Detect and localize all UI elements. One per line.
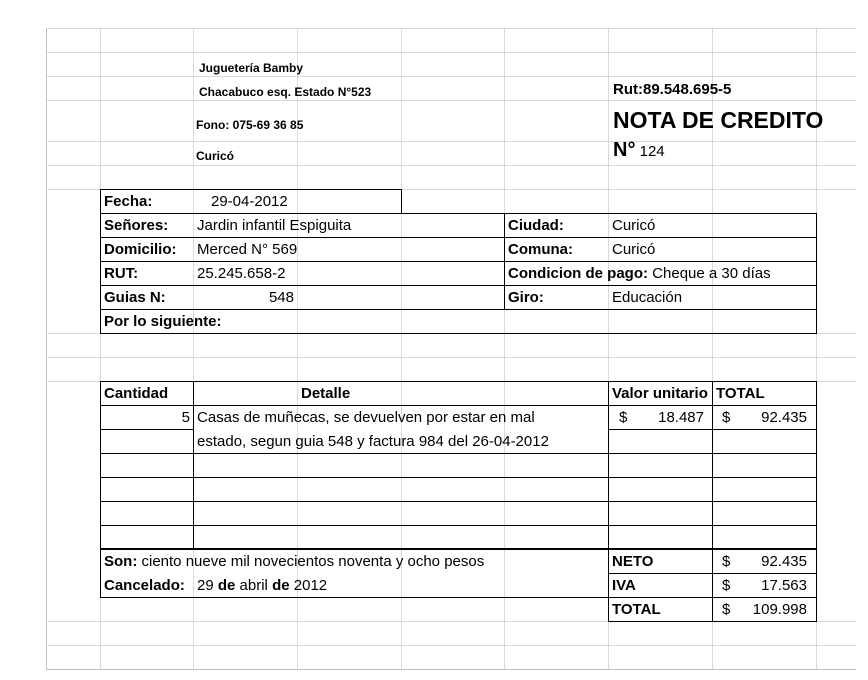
company-address: Chacabuco esq. Estado N°523 xyxy=(199,85,372,99)
guias-value: 548 xyxy=(268,289,294,306)
neto-symbol: $ xyxy=(722,553,731,570)
row1-total-symbol: $ xyxy=(722,409,731,426)
document-number xyxy=(613,141,665,161)
cancelado-year: 2012 xyxy=(293,577,328,594)
senores-value: Jardin infantil Espiguita xyxy=(197,217,352,234)
fecha-label: Fecha: xyxy=(104,193,153,210)
company-phone: Fono: 075-69 36 85 xyxy=(196,118,304,132)
son-value: ciento nueve mil novecientos noventa y ocho pesos xyxy=(141,553,485,570)
cancelado-day: 29 xyxy=(197,577,214,594)
fecha-value: 29-04-2012 xyxy=(211,193,288,210)
giro-label: Giro: xyxy=(508,289,544,306)
son-label: Son: xyxy=(104,553,138,570)
domicilio-label: Domicilio: xyxy=(104,241,177,258)
comuna-label: Comuna: xyxy=(508,241,573,258)
header-detalle: Detalle xyxy=(301,385,351,402)
company-rut: Rut:89.548.695-5 xyxy=(613,81,732,98)
cancelado-de2: de xyxy=(272,577,290,594)
row1-cantidad: 5 xyxy=(181,409,190,426)
row2-detalle: estado, segun guia 548 y factura 984 del 26-04-2012 xyxy=(197,433,549,450)
total-label: TOTAL xyxy=(612,601,661,618)
neto-value: 92.435 xyxy=(761,553,807,570)
son-row xyxy=(104,553,484,571)
rut-label: RUT: xyxy=(104,265,139,282)
cancelado-value xyxy=(197,577,327,595)
condicion-label: Condicion de pago: xyxy=(508,265,648,282)
condicion-value: Cheque a 30 días xyxy=(652,265,771,282)
total-value: 109.998 xyxy=(752,601,807,618)
items-table xyxy=(100,381,817,549)
header-valor-unitario: Valor unitario xyxy=(612,385,708,402)
cancelado-month: abril xyxy=(239,577,268,594)
document-number-value: 124 xyxy=(639,143,665,160)
company-name: Juguetería Bamby xyxy=(199,61,304,75)
domicilio-value: Merced N° 569 xyxy=(197,241,298,258)
header-total: TOTAL xyxy=(716,385,765,402)
senores-label: Señores: xyxy=(104,217,169,234)
neto-label: NETO xyxy=(612,553,654,570)
total-symbol: $ xyxy=(722,601,731,618)
document-title: NOTA DE CREDITO xyxy=(613,107,824,133)
row1-valor-symbol: $ xyxy=(619,409,628,426)
giro-value: Educación xyxy=(612,289,683,306)
ciudad-value: Curicó xyxy=(612,217,656,234)
document-number-label: N° xyxy=(613,139,636,161)
row1-valor: 18.487 xyxy=(658,409,704,426)
cancelado-de1: de xyxy=(217,577,236,594)
row1-total: 92.435 xyxy=(761,409,807,426)
guias-label: Guias N: xyxy=(104,289,166,306)
ciudad-label: Ciudad: xyxy=(508,217,564,234)
cancelado-label: Cancelado: xyxy=(104,577,185,594)
header-cantidad: Cantidad xyxy=(104,385,169,402)
iva-symbol: $ xyxy=(722,577,731,594)
iva-value: 17.563 xyxy=(761,577,807,594)
condicion-row xyxy=(508,265,771,283)
company-city: Curicó xyxy=(196,149,235,163)
por-lo-siguiente-label: Por lo siguiente: xyxy=(104,313,222,330)
comuna-value: Curicó xyxy=(612,241,656,258)
rut-value: 25.245.658-2 xyxy=(197,265,286,282)
iva-label: IVA xyxy=(612,577,636,594)
row1-detalle: Casas de muñecas, se devuelven por estar en mal xyxy=(197,409,535,426)
